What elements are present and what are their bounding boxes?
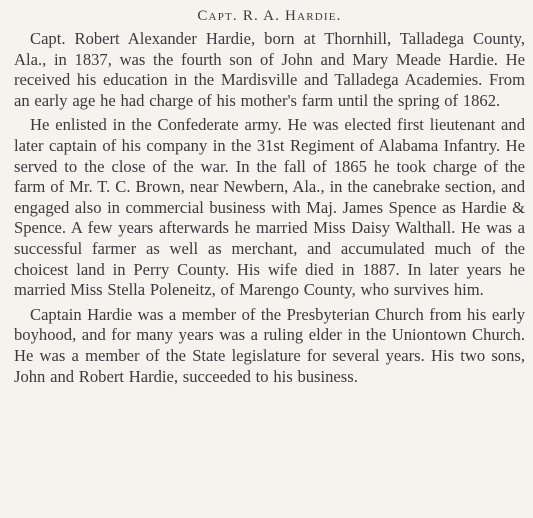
article-heading [14,6,525,26]
paragraph-church-and-legislature: Captain Hardie was a member of the Presbyterian Church from his early boyhood, and for many years was a ruling elder in the Uniontown Church. He was a member of the State legislature for several years. His two sons, John and Robert Hardie, succeeded to his business. [14,304,525,386]
article-heading-text: Capt. R. A. Hardie. [197,8,342,24]
paragraph-biography-intro: Capt. Robert Alexander Hardie, born at Thornhill, Talladega County, Ala., in 1837, was the fourth son of John and Mary Meade Hardie. He received his education in the Mardisville and Talladega Academies. From an early age he had charge of his mother's farm until the spring of 1862. [14,29,525,110]
paragraph-military-and-career: He enlisted in the Confederate army. He was elected first lieutenant and later captain of his company in the 31st Regiment of Alabama Infantry. He served to the close of the war. In the fall of 1865 he took charge of the farm of Mr. T. C. Brown, near Newbern, Ala., in the canebrake section, and engaged also in commercial business with Maj. James Spence as Hardie & Spence. A few years afterwards he married Miss Daisy Walthall. He was a successful farmer as well as merchant, and accumulated much of the choicest land in Perry County. His wife died in 1887. In later years he married Miss Stella Poleneitz, of Marengo County, who survives him. [14,115,525,300]
